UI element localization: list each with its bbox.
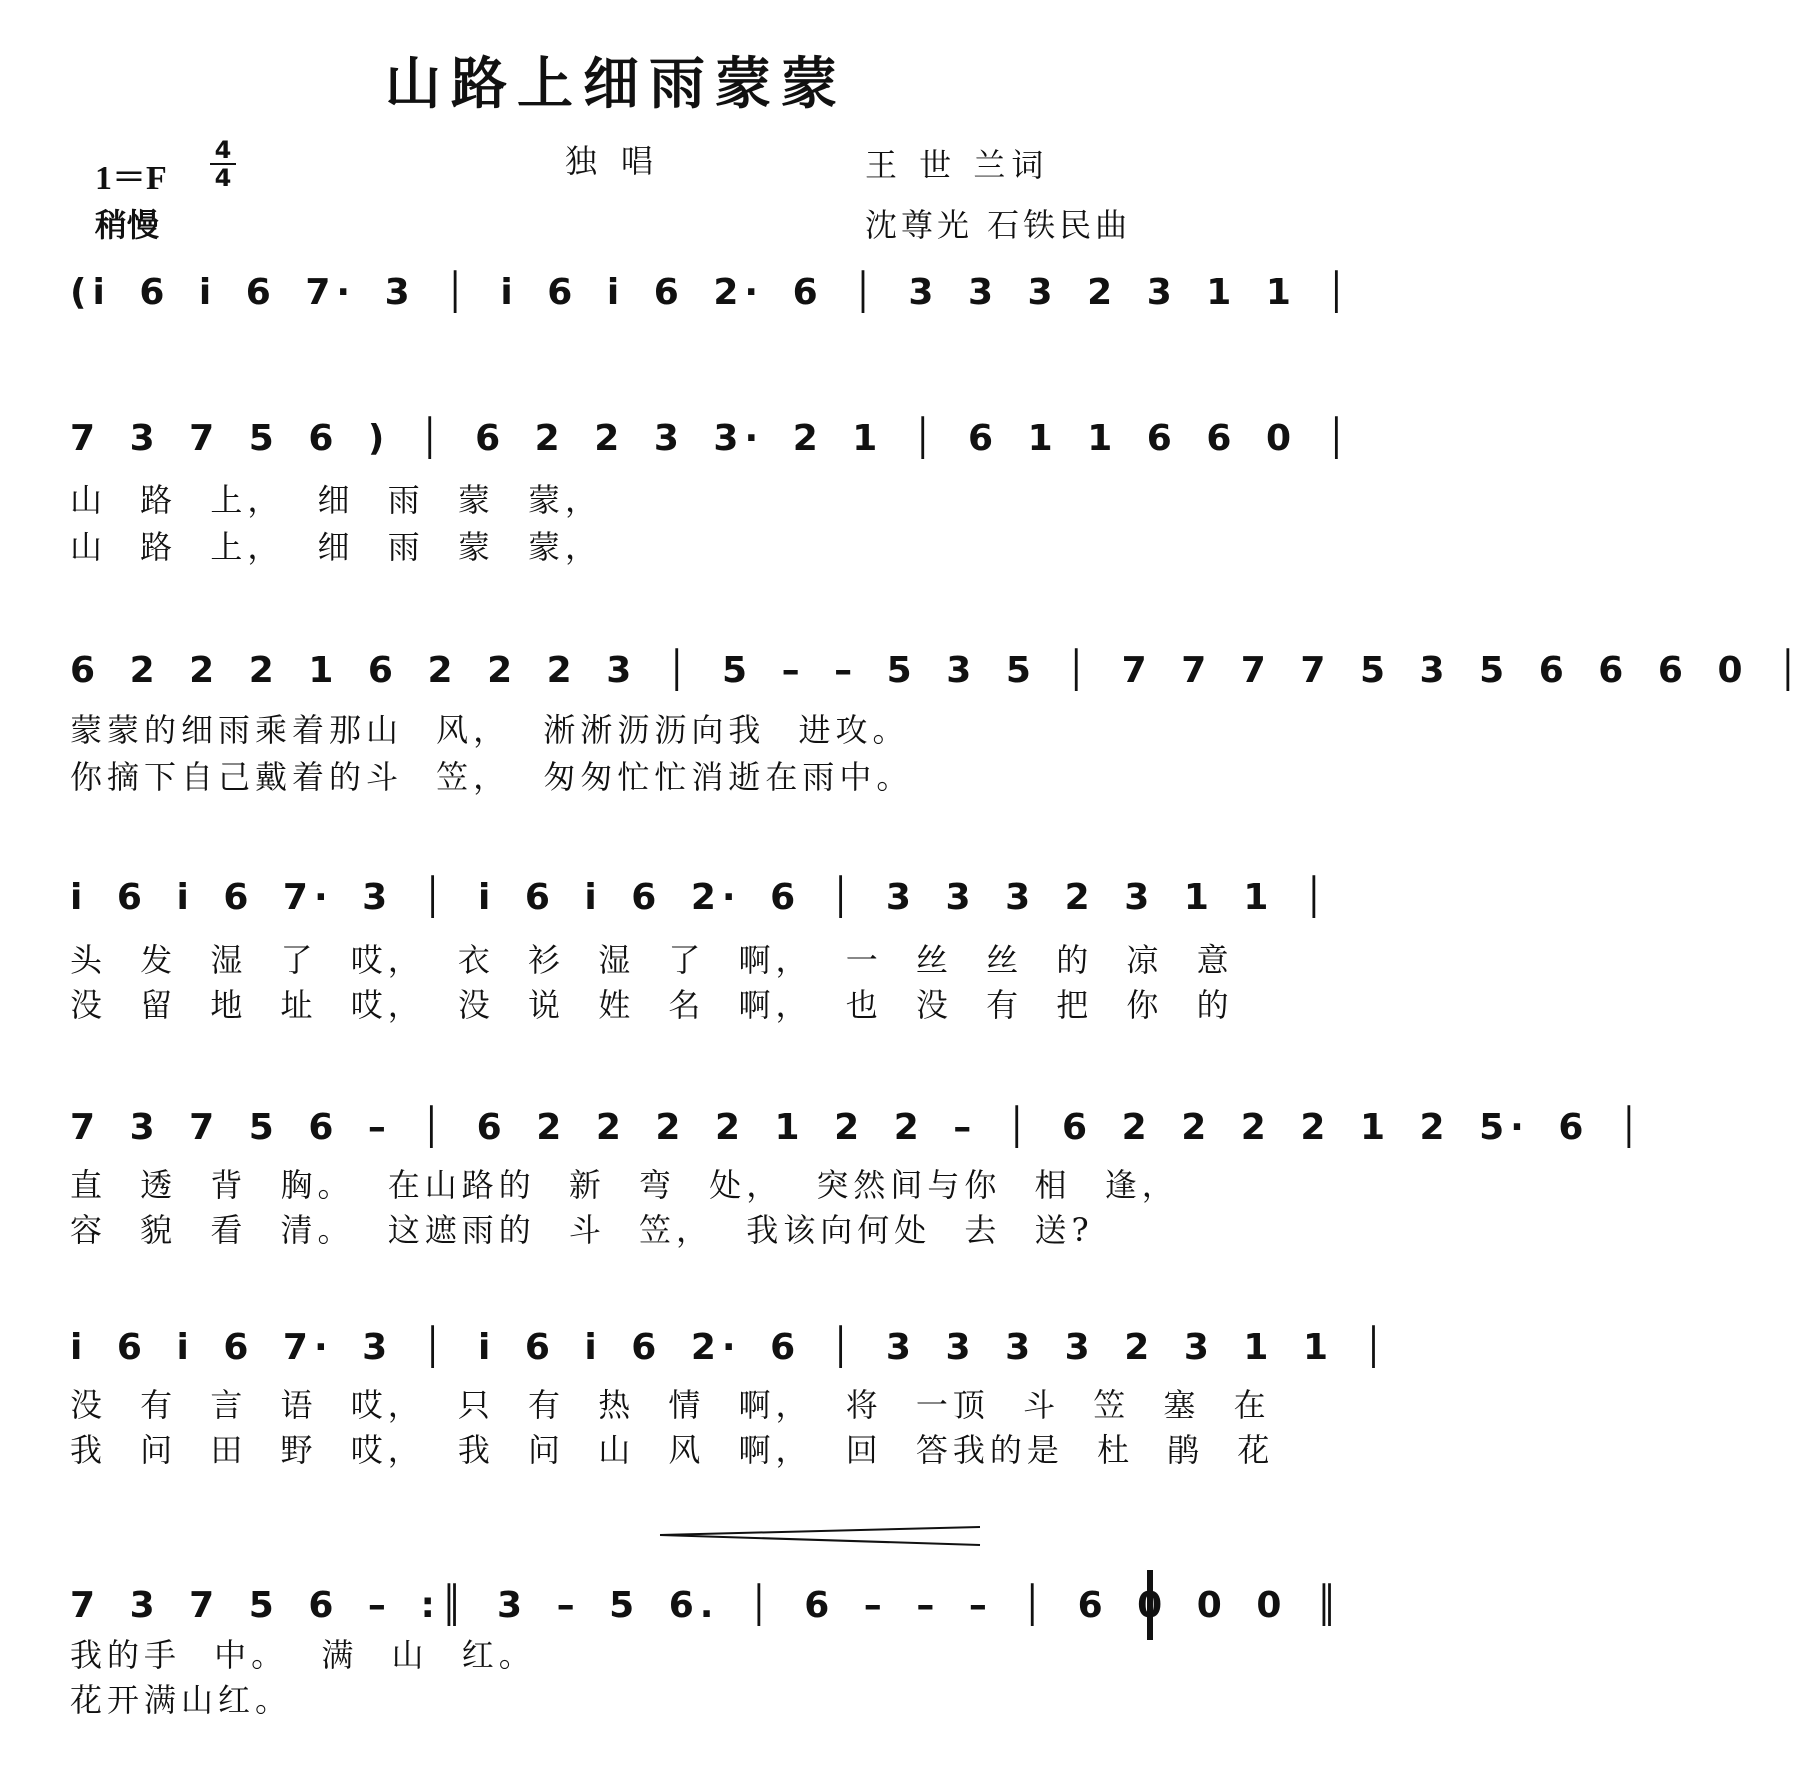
lyric-line-3-1: 蒙蒙的细雨乘着那山 风， 淅淅沥沥向我 进攻。 bbox=[70, 711, 910, 749]
notation-line-5: 7 3 7 5 6 – │ 6 2 2 2 2 1 2 2 – │ 6 2 2 2 2 1 2 5· 6 │ bbox=[70, 1107, 1646, 1148]
lyric-line-7-1: 我的手 中。 满 山 红。 bbox=[70, 1636, 536, 1674]
composer-credit: 沈尊光 石铁民曲 bbox=[865, 206, 1132, 244]
lyric-line-2-1: 山 路 上， 细 雨 蒙 蒙， bbox=[70, 481, 603, 519]
lyric-line-7-2: 花开满山红。 bbox=[70, 1681, 293, 1719]
lyric-line-6-1: 没 有 言 语 哎， 只 有 热 情 啊， 将 一顶 斗 笠 塞 在 bbox=[70, 1386, 1271, 1424]
notation-line-4: i 6 i 6 7· 3 │ i 6 i 6 2· 6 │ 3 3 3 2 3 1 1 │ bbox=[70, 877, 1331, 918]
notation-line-2: 7 3 7 5 6 ) │ 6 2 2 3 3· 2 1 │ 6 1 1 6 6 0 │ bbox=[70, 418, 1354, 459]
performance-mode: 独唱 bbox=[565, 142, 678, 180]
notation-line-7: 7 3 7 5 6 – :║ 3 – 5 6. │ 6 – – – │ 6 0 0 0 ║ bbox=[70, 1585, 1344, 1626]
dynamic-hairpin-top bbox=[660, 1527, 980, 1535]
notation-line-3: 6 2 2 2 1 6 2 2 2 3 │ 5 – – 5 3 5 │ 7 7 7 7 5 3 5 6 6 6 0 │ bbox=[70, 650, 1805, 691]
song-title: 山路上细雨蒙蒙 bbox=[385, 51, 847, 117]
time-sig-top: 4 bbox=[214, 136, 232, 164]
lyricist-credit: 王 世 兰词 bbox=[865, 146, 1050, 184]
notation-line-6: i 6 i 6 7· 3 │ i 6 i 6 2· 6 │ 3 3 3 3 2 3 1 1 │ bbox=[70, 1327, 1391, 1368]
time-sig-bottom: 4 bbox=[214, 164, 232, 192]
notation-line-1: (i 6 i 6 7· 3 │ i 6 i 6 2· 6 │ 3 3 3 2 3 1 1 │ bbox=[70, 272, 1354, 313]
lyric-line-5-2: 容 貌 看 清。 这遮雨的 斗 笠， 我该向何处 去 送? bbox=[70, 1211, 1094, 1249]
lyric-line-4-1: 头 发 湿 了 哎， 衣 衫 湿 了 啊， 一 丝 丝 的 凉 意 bbox=[70, 941, 1234, 979]
lyric-line-4-2: 没 留 地 址 哎， 没 说 姓 名 啊， 也 没 有 把 你 的 bbox=[70, 986, 1234, 1024]
lyric-line-2-2: 山 路 上， 细 雨 蒙 蒙， bbox=[70, 528, 603, 566]
lyric-line-6-2: 我 问 田 野 哎， 我 问 山 风 啊， 回 答我的是 杜 鹃 花 bbox=[70, 1431, 1275, 1469]
tempo-marking: 稍慢 bbox=[95, 206, 160, 244]
lyric-line-5-1: 直 透 背 胸。 在山路的 新 弯 处， 突然间与你 相 逢， bbox=[70, 1166, 1179, 1204]
lyric-line-3-2: 你摘下自己戴着的斗 笠， 匆匆忙忙消逝在雨中。 bbox=[70, 758, 914, 796]
key-signature: 1＝F bbox=[95, 160, 167, 197]
dynamic-hairpin-bottom bbox=[660, 1535, 980, 1545]
